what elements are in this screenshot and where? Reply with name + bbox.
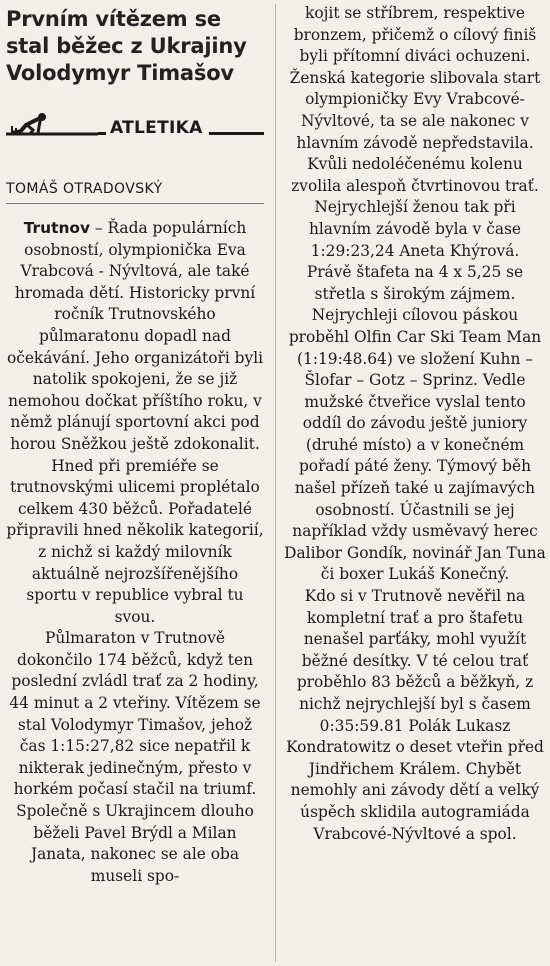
- headline: Prvním vítězem se stal běžec z Ukrajiny Volodymyr Timašov: [6, 7, 247, 85]
- article-body-left: [6, 218, 264, 887]
- author-byline: TOMÁŠ OTRADOVSKÝ: [6, 181, 264, 204]
- paragraph: Hned při premiéře se trutnovskými ulicemi proplétalo celkem 430 běžců. Pořadatelé připravili hned několik kategorií, z nichž si každý milovník aktuálně nejrozšířenějšího sportu v republice vybral tu svou.: [6, 456, 264, 626]
- right-column: [284, 0, 546, 845]
- sprinter-start-icon: [6, 109, 98, 139]
- article-body-right: [284, 3, 546, 845]
- section-label: ATLETIKA: [106, 118, 209, 138]
- column-divider: [275, 4, 276, 962]
- paragraph: Kdo si v Trutnově nevěřil na kompletní trať a pro štafetu nenašel parťáky, mohl využít běžné desítky. V té celou trať proběhlo 83 běžců a běžkyň, z nichž nejrychlejší byl s časem 0:35:59.81 Polák Lukasz Kondratowitz o deset vteřin před Jindřichem Králem. Chybět nemohly ani závody dětí a velký úspěch sklidila autogramiáda Vrabcové-Nývltové a spol.: [286, 587, 544, 843]
- lead-word: Trutnov: [23, 219, 91, 237]
- paragraph: Ženská kategorie slibovala start olympioničky Evy Vrabcové-Nývltové, ta se ale nakonec v hlavním závodě nepředstavila. Kvůli nedoléčenému kolenu zvolila alespoň čtvrtinovou trať. Nejrychlejší ženou tak při hlavním závodě byla v čase 1:29:23,24 Aneta Khýrová.: [289, 68, 541, 260]
- left-column: [6, 0, 264, 887]
- paragraph: kojit se stříbrem, respektive bronzem, přičemž o cílový finiš byli přítomní diváci ochuzeni.: [293, 4, 537, 66]
- paragraph: Půlmaraton v Trutnově dokončilo 174 běžců, když ten poslední zvládl trať za 2 hodiny, 44 minut a 2 vteřiny. Vítězem se stal Volodymyr Timašov, jehož čas 1:15:27,82 sice nepatřil k nikterak jedinečným, přesto v horkém počasí stačil na triumf. Společně s Ukrajincem dlouho běželi Pavel Brýdl a Milan Janata, nakonec se ale oba museli spo-: [9, 629, 261, 885]
- paragraph: Právě štafeta na 4 x 5,25 se střetla s širokým zájmem. Nejrychleji cílovou páskou proběhl Olfin Car Ski Team Man (1:19:48.64) ve složení Kuhn – Šlofar – Gotz – Sprinz. Vedle mužské čtveřice vyslal tento oddíl do závodu ještě juniory (druhé místo) a v konečném pořadí páté ženy. Týmový běh našel přízeň také u zajímavých osobností. Účastnili se jej například vždy usměvavý herec Dalibor Gondík, novinář Jan Tuna či boxer Lukáš Konečný.: [284, 263, 546, 584]
- paragraph: Trutnov – Řada populárních osobností, olympionička Eva Vrabcová - Nývltová, ale také hromada dětí. Historicky první ročník Trutnovského půlmaratonu dopadl nad očekávání. Jeho organizátoři byli natolik spokojeni, že se již nemohou dočkat příštího roku, v němž plánují sportovní akci pod horou Sněžkou ještě zdokonalit.: [6, 219, 264, 453]
- section-header: [6, 118, 264, 147]
